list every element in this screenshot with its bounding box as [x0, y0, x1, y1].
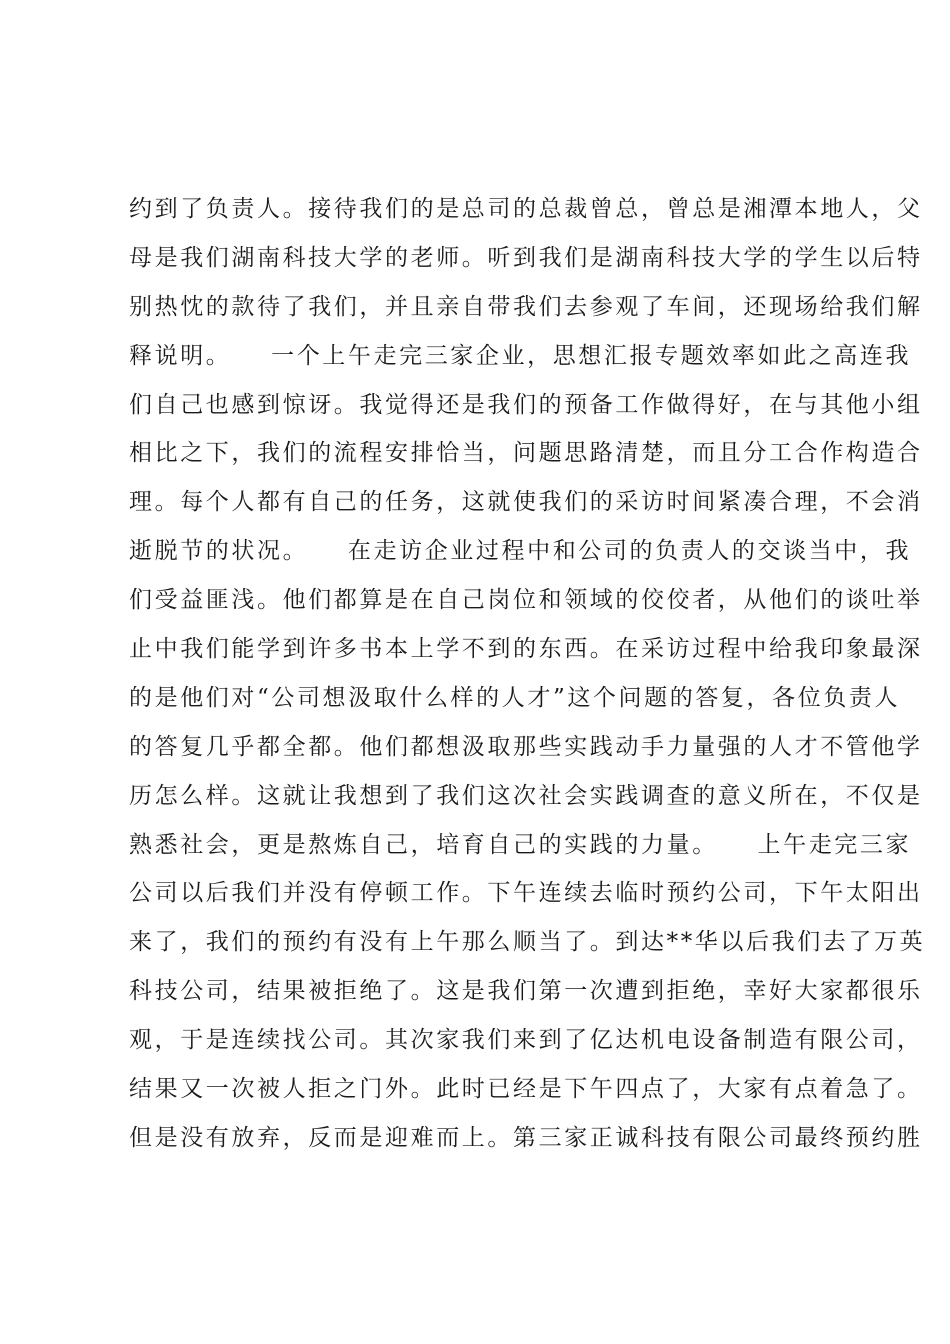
text-line: 止中我们能学到许多书本上学不到的东西。在采访过程中给我印象最深: [129, 636, 923, 663]
text-line: 母是我们湖南科技大学的老师。听到我们是湖南科技大学的学生以后特: [129, 244, 923, 271]
text-line: 相比之下，我们的流程安排恰当，问题思路清楚，而且分工合作构造合: [129, 440, 923, 467]
text-line: 们受益匪浅。他们都算是在自己岗位和领域的佼佼者，从他们的谈吐举: [129, 587, 923, 614]
text-line: 的是他们对“公司想汲取什么样的人才”这个问题的答复，各位负责人: [129, 684, 901, 711]
text-line: 的答复几乎都全都。他们都想汲取那些实践动手力量强的人才不管他学: [129, 733, 923, 760]
text-line: 们自己也感到惊讶。我觉得还是我们的预备工作做得好，在与其他小组: [129, 391, 923, 418]
text-line: 但是没有放弃，反而是迎难而上。第三家正诚科技有限公司最终预约胜: [129, 1124, 923, 1151]
text-line: 逝脱节的状况。 在走访企业过程中和公司的负责人的交谈当中，我: [129, 538, 912, 565]
text-line: 熟悉社会，更是熬炼自己，培育自己的实践的力量。 上午走完三家: [129, 831, 912, 858]
text-line: 来了，我们的预约有没有上午那么顺当了。到达**华以后我们去了万英: [129, 929, 926, 956]
text-line: 别热忱的款待了我们，并且亲自带我们去参观了车间，还现场给我们解: [129, 293, 923, 320]
text-line: 约到了负责人。接待我们的是总司的总裁曾总，曾总是湘潭本地人，父: [129, 196, 923, 222]
body-text: [129, 185, 926, 1163]
text-line: 结果又一次被人拒之门外。此时已经是下午四点了，大家有点着急了。: [129, 1076, 923, 1103]
text-line: 历怎么样。这就让我想到了我们这次社会实践调查的意义所在，不仅是: [129, 782, 923, 809]
text-line: 科技公司，结果被拒绝了。这是我们第一次遭到拒绝，幸好大家都很乐: [129, 978, 923, 1005]
text-line: 释说明。 一个上午走完三家企业，思想汇报专题效率如此之高连我: [129, 342, 912, 369]
text-line: 理。每个人都有自己的任务，这就使我们的采访时间紧凑合理，不会消: [129, 489, 923, 516]
text-line: 观，于是连续找公司。其次家我们来到了亿达机电设备制造有限公司，: [129, 1027, 923, 1054]
text-line: 公司以后我们并没有停顿工作。下午连续去临时预约公司，下午太阳出: [129, 880, 923, 907]
